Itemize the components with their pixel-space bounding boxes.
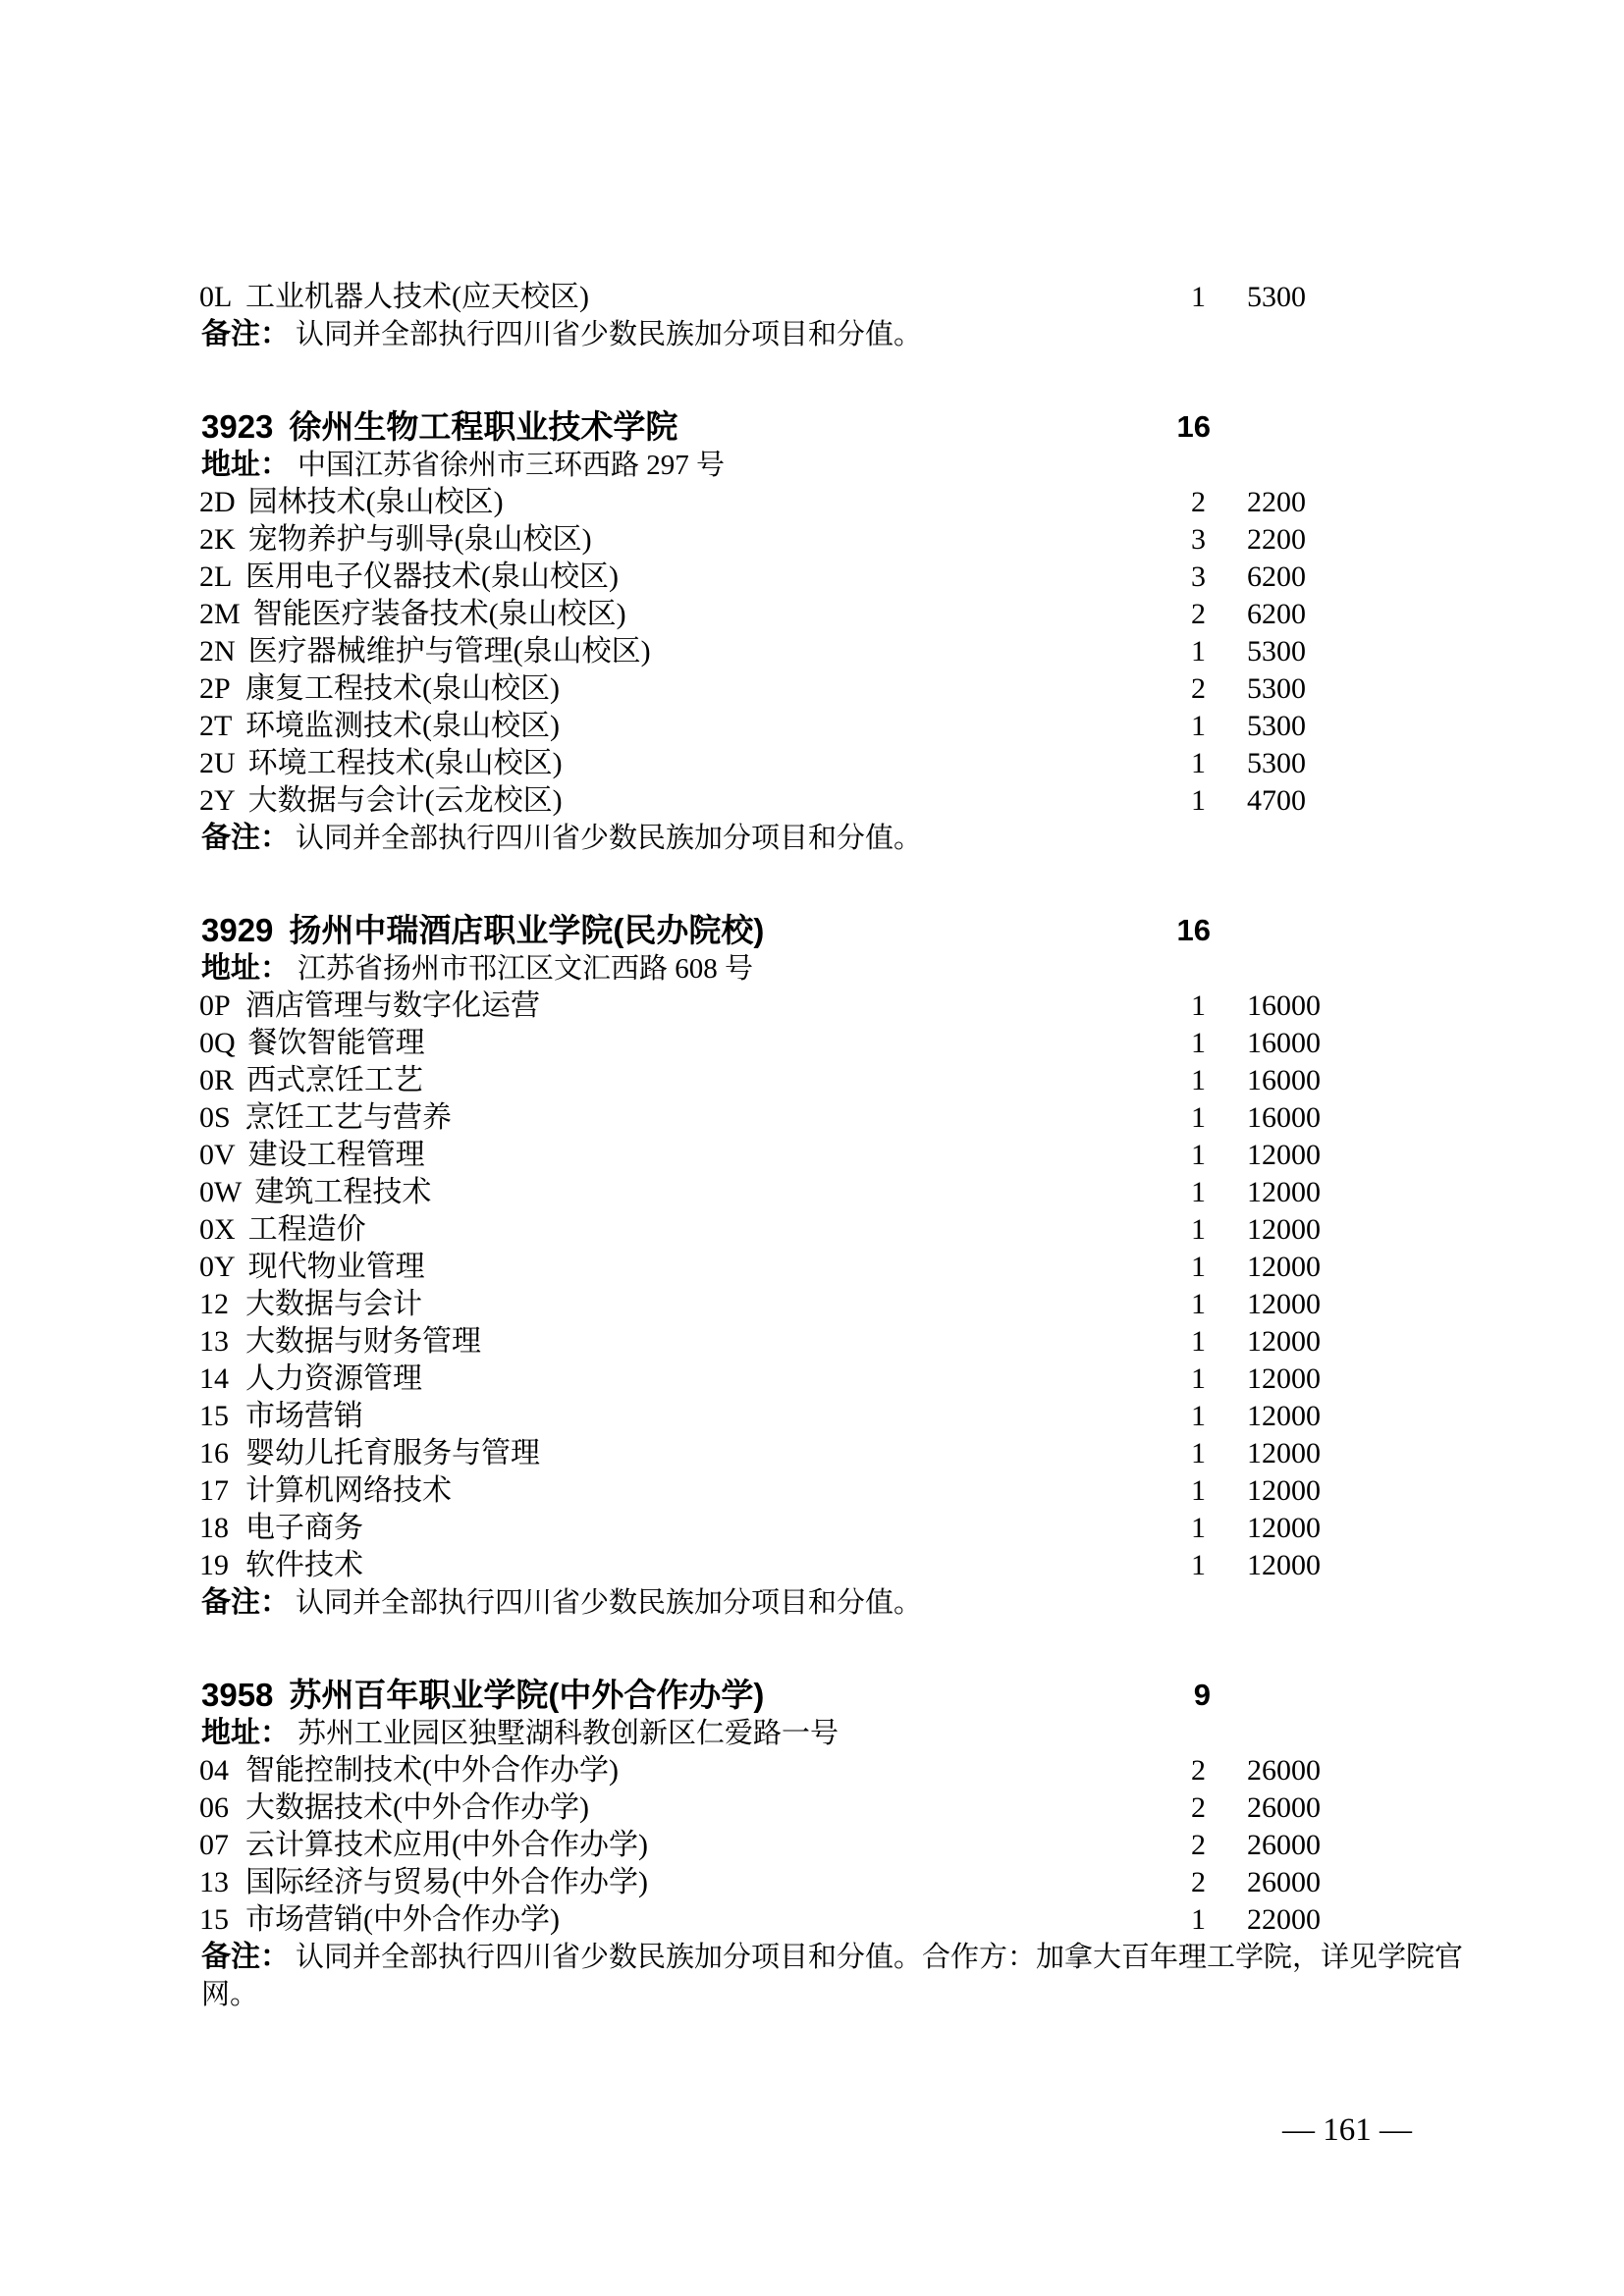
major-code: 2K (199, 523, 236, 556)
major-fee: 16000 (1247, 1064, 1321, 1096)
major-name: 电子商务 (245, 1512, 363, 1544)
major-quota: 1 (1191, 1325, 1206, 1358)
major-code: 13 (199, 1866, 229, 1898)
major-quota: 2 (1191, 1866, 1206, 1898)
school-code: 3923 (201, 408, 274, 445)
major-fee: 12000 (1247, 1400, 1321, 1432)
major-code: 15 (199, 1903, 229, 1936)
major-code: 07 (199, 1829, 229, 1861)
major-name: 计算机网络技术 (245, 1474, 452, 1507)
major-fee: 16000 (1247, 1027, 1321, 1059)
major-name: 宠物养护与驯导(泉山校区) (247, 523, 592, 556)
major-rows (0, 484, 1624, 820)
major-fee: 2200 (1247, 486, 1306, 518)
major-fee: 5300 (1247, 672, 1306, 705)
address-line (0, 447, 1624, 484)
major-fee: 16000 (1247, 1101, 1321, 1134)
major-name: 市场营销(中外合作办学) (245, 1903, 560, 1936)
school-section-3958 (0, 1676, 1624, 2013)
major-name: 大数据与财务管理 (245, 1325, 481, 1358)
major-fee: 16000 (1247, 989, 1321, 1022)
major-row (0, 1547, 1624, 1584)
major-quota: 2 (1191, 598, 1206, 630)
major-fee: 26000 (1247, 1754, 1321, 1787)
major-quota: 3 (1191, 561, 1206, 593)
major-quota: 1 (1191, 1176, 1206, 1208)
major-code: 2D (199, 486, 236, 518)
major-row (0, 1137, 1624, 1174)
major-name: 建设工程管理 (247, 1139, 425, 1171)
major-code: 2M (199, 598, 241, 630)
major-name: 人力资源管理 (245, 1362, 422, 1395)
major-code: 12 (199, 1288, 229, 1320)
major-name: 工程造价 (247, 1213, 366, 1246)
remark-line (0, 1939, 1463, 2013)
major-code: 19 (199, 1549, 229, 1581)
major-quota: 1 (1191, 1027, 1206, 1059)
major-code: 06 (199, 1791, 229, 1824)
major-quota: 1 (1191, 1288, 1206, 1320)
major-code: 04 (199, 1754, 229, 1787)
major-name: 烹饪工艺与营养 (245, 1101, 452, 1134)
address-label: 地址： (201, 449, 290, 481)
remark-text: 认同并全部执行四川省少数民族加分项目和分值。 (296, 319, 923, 350)
major-quota: 3 (1191, 523, 1206, 556)
major-name: 现代物业管理 (247, 1251, 425, 1283)
major-code: 0W (199, 1176, 243, 1208)
major-quota: 1 (1191, 281, 1206, 313)
major-row (0, 708, 1624, 745)
major-fee: 12000 (1247, 1213, 1321, 1246)
major-quota: 1 (1191, 784, 1206, 817)
major-row (0, 559, 1624, 596)
major-fee: 12000 (1247, 1549, 1321, 1581)
major-fee: 12000 (1247, 1512, 1321, 1544)
major-quota: 2 (1191, 486, 1206, 518)
major-row (0, 1174, 1624, 1211)
major-name: 医疗器械维护与管理(泉山校区) (247, 635, 651, 667)
school-header (0, 1676, 1624, 1715)
remark-label: 备注： (201, 1941, 290, 1973)
major-fee: 12000 (1247, 1139, 1321, 1171)
major-row (0, 1398, 1624, 1435)
major-row (0, 1211, 1624, 1249)
remark-text: 认同并全部执行四川省少数民族加分项目和分值。合作方：加拿大百年理工学院，详见学院官网。 (201, 1942, 1464, 2010)
major-row (0, 1864, 1624, 1901)
major-quota: 1 (1191, 1549, 1206, 1581)
top-partial-block (0, 279, 1624, 353)
major-row (0, 1435, 1624, 1472)
major-name: 环境工程技术(泉山校区) (247, 747, 563, 779)
school-section-3929 (0, 911, 1624, 1622)
major-code: 18 (199, 1512, 229, 1544)
major-code: 15 (199, 1400, 229, 1432)
major-fee: 12000 (1247, 1176, 1321, 1208)
major-rows (0, 988, 1624, 1584)
major-code: 14 (199, 1362, 229, 1395)
major-fee: 12000 (1247, 1474, 1321, 1507)
major-fee: 26000 (1247, 1829, 1321, 1861)
major-fee: 26000 (1247, 1866, 1321, 1898)
major-row (0, 782, 1624, 820)
remark-label: 备注： (201, 1586, 290, 1619)
major-name: 智能控制技术(中外合作办学) (245, 1754, 619, 1787)
major-name: 软件技术 (245, 1549, 363, 1581)
major-fee: 22000 (1247, 1903, 1321, 1936)
address-text: 苏州工业园区独墅湖科教创新区仁爱路一号 (298, 1718, 839, 1749)
school-code: 3958 (201, 1677, 274, 1713)
major-quota: 1 (1191, 989, 1206, 1022)
major-row (0, 1789, 1624, 1827)
major-quota: 1 (1191, 1139, 1206, 1171)
major-row (0, 1062, 1624, 1099)
major-fee: 12000 (1247, 1288, 1321, 1320)
address-line (0, 950, 1624, 988)
major-name: 市场营销 (245, 1400, 363, 1432)
school-header (0, 911, 1624, 950)
major-code: 0S (199, 1101, 231, 1134)
major-row (0, 1249, 1624, 1286)
major-row (0, 1323, 1624, 1361)
major-code: 0L (199, 281, 233, 313)
major-code: 2Y (199, 784, 236, 817)
remark-line (0, 820, 1463, 857)
school-name: 扬州中瑞酒店职业学院(民办院校) (289, 912, 765, 948)
major-name: 婴幼儿托育服务与管理 (245, 1437, 540, 1469)
major-quota: 1 (1191, 1362, 1206, 1395)
remark-label: 备注： (201, 822, 290, 854)
major-code: 2L (199, 561, 233, 593)
remark-line (0, 1584, 1463, 1622)
major-quota: 1 (1191, 1251, 1206, 1283)
major-code: 0Q (199, 1027, 236, 1059)
school-name: 徐州生物工程职业技术学院 (289, 408, 678, 445)
major-quota: 2 (1191, 1791, 1206, 1824)
major-name: 大数据与会计(云龙校区) (247, 784, 563, 817)
major-quota: 1 (1191, 1101, 1206, 1134)
major-quota: 1 (1191, 710, 1206, 742)
major-code: 2T (199, 710, 233, 742)
major-row (0, 1510, 1624, 1547)
major-name: 大数据与会计 (245, 1288, 422, 1320)
major-code: 2N (199, 635, 236, 667)
major-code: 0V (199, 1139, 236, 1171)
major-row (0, 1752, 1624, 1789)
major-code: 0X (199, 1213, 236, 1246)
major-fee: 2200 (1247, 523, 1306, 556)
address-label: 地址： (201, 952, 290, 985)
page-number: — 161 — (1282, 2112, 1412, 2148)
major-name: 环境监测技术(泉山校区) (245, 710, 560, 742)
major-fee: 6200 (1247, 598, 1306, 630)
major-code: 17 (199, 1474, 229, 1507)
major-quota: 1 (1191, 1213, 1206, 1246)
major-name: 医用电子仪器技术(泉山校区) (245, 561, 619, 593)
school-total-quota: 9 (1193, 1678, 1211, 1712)
major-fee: 5300 (1247, 281, 1306, 313)
major-rows (0, 1752, 1624, 1939)
major-row (0, 484, 1624, 521)
major-fee: 12000 (1247, 1362, 1321, 1395)
major-row (0, 596, 1624, 633)
school-total-quota: 16 (1176, 913, 1211, 947)
school-total-quota: 16 (1176, 409, 1211, 444)
major-code: 0Y (199, 1251, 236, 1283)
major-quota: 1 (1191, 1400, 1206, 1432)
major-code: 2U (199, 747, 236, 779)
major-name: 餐饮智能管理 (247, 1027, 425, 1059)
major-row (0, 521, 1624, 559)
major-code: 2P (199, 672, 231, 705)
address-text: 江苏省扬州市邗江区文汇西路 608 号 (298, 953, 754, 985)
school-header (0, 407, 1624, 447)
major-fee: 5300 (1247, 710, 1306, 742)
major-name: 酒店管理与数字化运营 (245, 989, 540, 1022)
major-name: 大数据技术(中外合作办学) (245, 1791, 589, 1824)
major-name: 康复工程技术(泉山校区) (245, 672, 560, 705)
remark-text: 认同并全部执行四川省少数民族加分项目和分值。 (296, 823, 923, 854)
major-row (0, 745, 1624, 782)
major-fee: 5300 (1247, 747, 1306, 779)
major-code: 0R (199, 1064, 235, 1096)
school-section-3923 (0, 407, 1624, 857)
major-row (0, 1361, 1624, 1398)
address-label: 地址： (201, 1717, 290, 1749)
remark-line (0, 316, 1463, 353)
major-name: 国际经济与贸易(中外合作办学) (245, 1866, 648, 1898)
major-fee: 12000 (1247, 1437, 1321, 1469)
major-code: 13 (199, 1325, 229, 1358)
major-row (0, 670, 1624, 708)
major-fee: 5300 (1247, 635, 1306, 667)
major-fee: 4700 (1247, 784, 1306, 817)
major-row (0, 633, 1624, 670)
major-quota: 1 (1191, 747, 1206, 779)
major-row (0, 1286, 1624, 1323)
major-name: 园林技术(泉山校区) (247, 486, 504, 518)
major-quota: 1 (1191, 1512, 1206, 1544)
major-quota: 1 (1191, 1474, 1206, 1507)
major-name: 云计算技术应用(中外合作办学) (245, 1829, 648, 1861)
major-name: 工业机器人技术(应天校区) (245, 281, 589, 313)
major-name: 西式烹饪工艺 (246, 1064, 424, 1096)
major-row (0, 988, 1624, 1025)
major-row (0, 1901, 1624, 1939)
major-code: 16 (199, 1437, 229, 1469)
major-row (0, 1025, 1624, 1062)
major-row (0, 1472, 1624, 1510)
major-row (0, 279, 1624, 316)
school-code: 3929 (201, 912, 274, 948)
remark-text: 认同并全部执行四川省少数民族加分项目和分值。 (296, 1587, 923, 1619)
major-quota: 2 (1191, 1829, 1206, 1861)
major-fee: 6200 (1247, 561, 1306, 593)
major-quota: 1 (1191, 1437, 1206, 1469)
major-name: 智能医疗装备技术(泉山校区) (252, 598, 626, 630)
major-row (0, 1099, 1624, 1137)
school-name: 苏州百年职业学院(中外合作办学) (289, 1677, 765, 1713)
address-text: 中国江苏省徐州市三环西路 297 号 (298, 450, 726, 481)
remark-label: 备注： (201, 318, 290, 350)
major-fee: 12000 (1247, 1325, 1321, 1358)
major-quota: 2 (1191, 1754, 1206, 1787)
major-quota: 2 (1191, 672, 1206, 705)
major-quota: 1 (1191, 635, 1206, 667)
major-fee: 26000 (1247, 1791, 1321, 1824)
major-fee: 12000 (1247, 1251, 1321, 1283)
major-quota: 1 (1191, 1064, 1206, 1096)
address-line (0, 1715, 1624, 1752)
major-row (0, 1827, 1624, 1864)
major-quota: 1 (1191, 1903, 1206, 1936)
major-name: 建筑工程技术 (254, 1176, 432, 1208)
major-code: 0P (199, 989, 231, 1022)
